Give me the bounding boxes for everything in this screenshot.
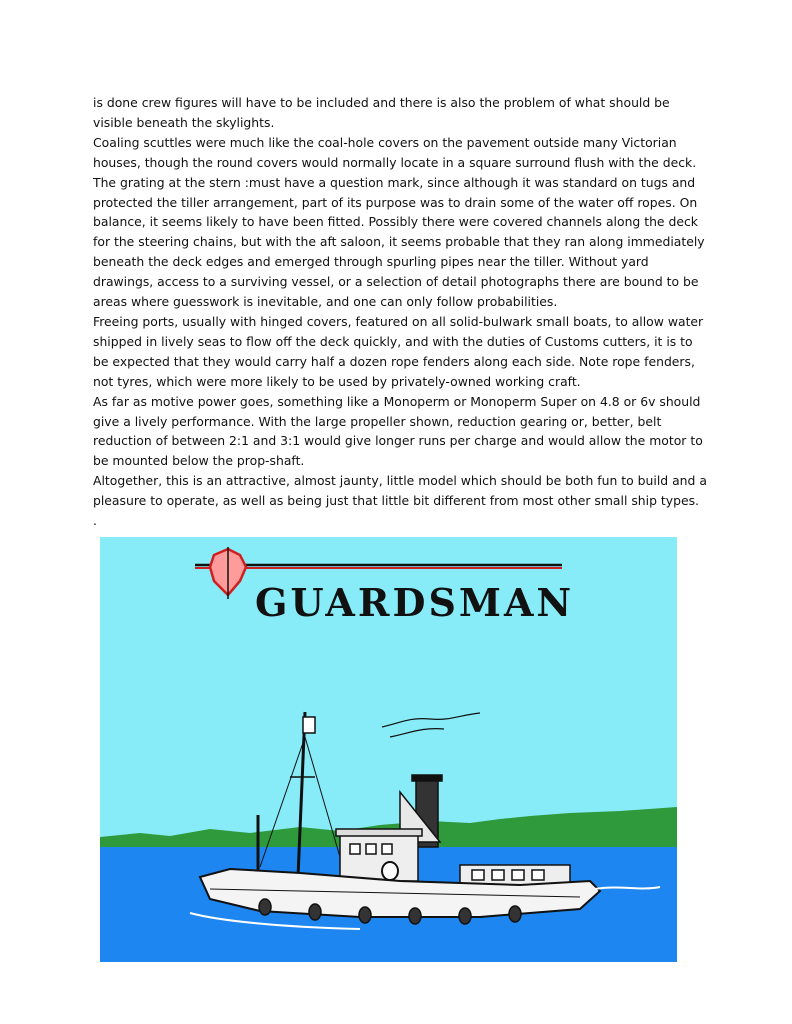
boat-illustration (100, 537, 677, 962)
paragraph: Freeing ports, usually with hinged covers, featured on all solid-bulwark small boats, to allow water shipped in lively seas to flow off the deck quickly, and with the duties of Customs cutters, it is to be expected that they would carry half a dozen rope fenders along each side. Note rope fenders, not tyres, which were more likely to be used by privately-owned working craft. (93, 313, 704, 389)
paragraph: is done crew figures will have to be included and there is also the problem of what should be visible beneath the skylights. (93, 95, 670, 130)
paragraph: As far as motive power goes, something like a Monoperm or Monoperm Super on 4.8 or 6v should give a lively performance. With the large propeller shown, reduction gearing or, better, belt reduction of between 2:1 and 3:1 would give longer runs per charge and would allow the motor to be mounted below the prop-shaft. (93, 393, 703, 469)
paragraph: Altogether, this is an attractive, almost jaunty, little model which should be both fun to build and a pleasure to operate, as well as being just that little bit different from most other small ship types. (93, 473, 707, 509)
paragraph: . (93, 513, 97, 529)
paragraph: Coaling scuttles were much like the coal-hole covers on the pavement outside many Victorian houses, though the round covers would normally locate in a square surround flush with the deck. The grating at the stern :must have a question mark, since although it was standard on tugs and protected the tiller arrangement, part of its purpose was to drain some of the water off ropes. On balance, it seems likely to have been fitted. Possibly there were covered channels along the deck for the steering chains, but with the aft saloon, it seems probable that they ran along immediately beneath the deck edges and emerged through spurling pipes near the tiller. Without yard drawings, access to a surviving vessel, or a selection of detail photographs there are bound to be areas where guesswork is inevitable, and one can only follow probabilities. (93, 134, 705, 310)
illustration-canvas (100, 537, 677, 962)
article-text (93, 93, 708, 531)
illustration-title: GUARDSMAN (255, 580, 575, 625)
